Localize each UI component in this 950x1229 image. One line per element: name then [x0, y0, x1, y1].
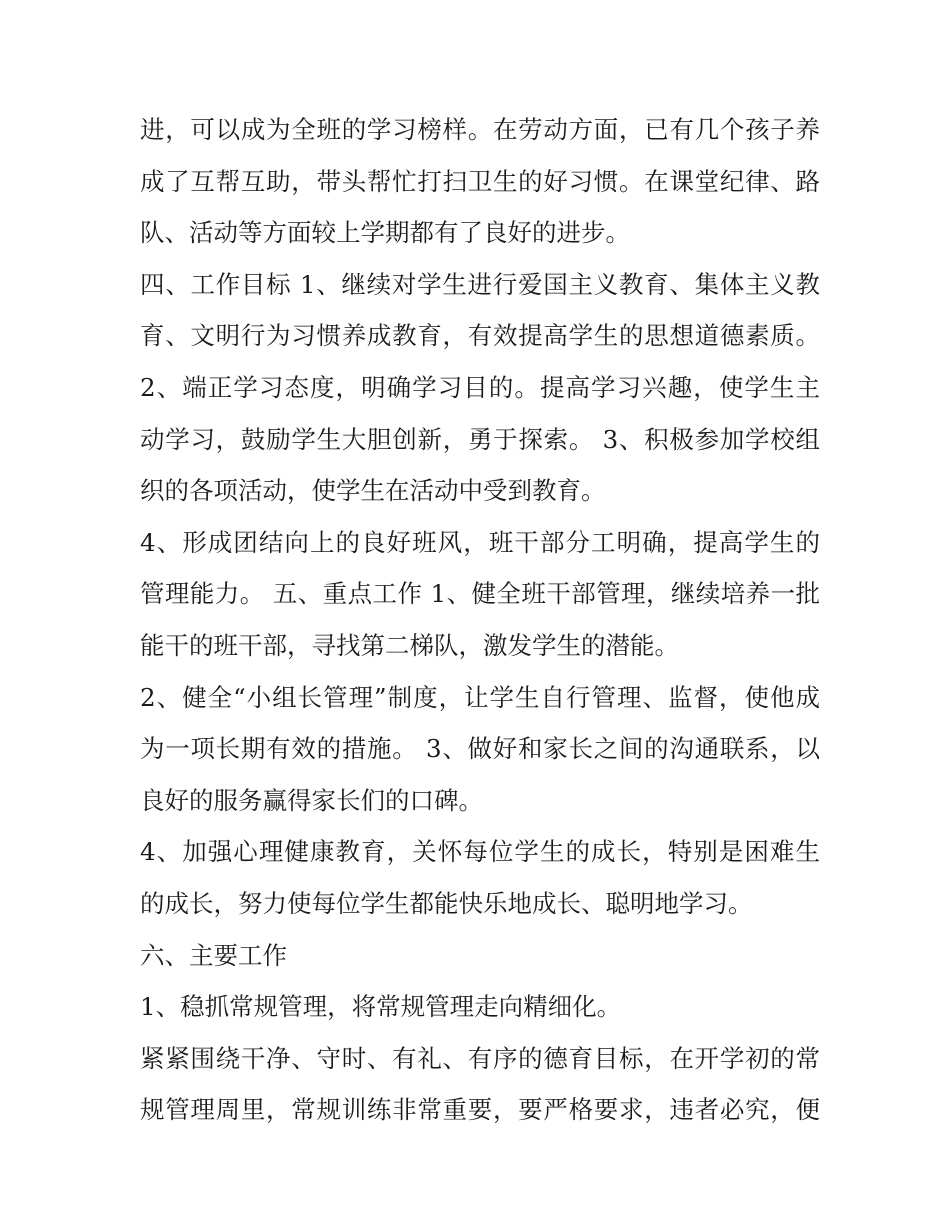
text-line: 管理能力。 五、重点工作 1、健全班干部管理，继续培养一批 — [140, 579, 820, 609]
text-line: 动学习，鼓励学生大胆创新，勇于探索。 3、积极参加学校组 — [140, 424, 820, 454]
text-line: 2、健全“小组长管理”制度，让学生自行管理、监督，使他成 — [140, 682, 820, 712]
text-line: 良好的服务赢得家长们的口碑。 — [140, 785, 483, 815]
text-line: 成了互帮互助，带头帮忙打扫卫生的好习惯。在课堂纪律、路 — [140, 166, 820, 196]
text-line: 六、主要工作 — [140, 940, 287, 970]
text-line: 紧紧围绕干净、守时、有礼、有序的德育目标，在开学初的常 — [140, 1043, 820, 1073]
text-line: 1、稳抓常规管理，将常规管理走向精细化。 — [140, 992, 622, 1022]
text-line: 的成长，努力使每位学生都能快乐地成长、聪明地学习。 — [140, 888, 753, 918]
text-line: 育、文明行为习惯养成教育，有效提高学生的思想道德素质。 — [140, 321, 820, 351]
text-line: 4、形成团结向上的良好班风，班干部分工明确，提高学生的 — [140, 527, 820, 557]
text-line: 4、加强心理健康教育，关怀每位学生的成长，特别是困难生 — [140, 837, 820, 867]
text-line: 2、端正学习态度，明确学习目的。提高学习兴趣，使学生主 — [140, 372, 820, 402]
text-line: 能干的班干部，寻找第二梯队，激发学生的潜能。 — [140, 630, 679, 660]
text-line: 四、工作目标 1、继续对学生进行爱国主义教育、集体主义教 — [140, 269, 820, 299]
document-body — [140, 104, 820, 1136]
text-line: 进，可以成为全班的学习榜样。在劳动方面，已有几个孩子养 — [140, 115, 820, 144]
text-line: 为一项长期有效的措施。 3、做好和家长之间的沟通联系，以 — [140, 734, 820, 764]
text-line: 织的各项活动，使学生在活动中受到教育。 — [140, 476, 606, 506]
text-line: 规管理周里，常规训练非常重要，要严格要求，违者必究，便 — [140, 1095, 820, 1125]
text-line: 队、活动等方面较上学期都有了良好的进步。 — [140, 218, 630, 248]
